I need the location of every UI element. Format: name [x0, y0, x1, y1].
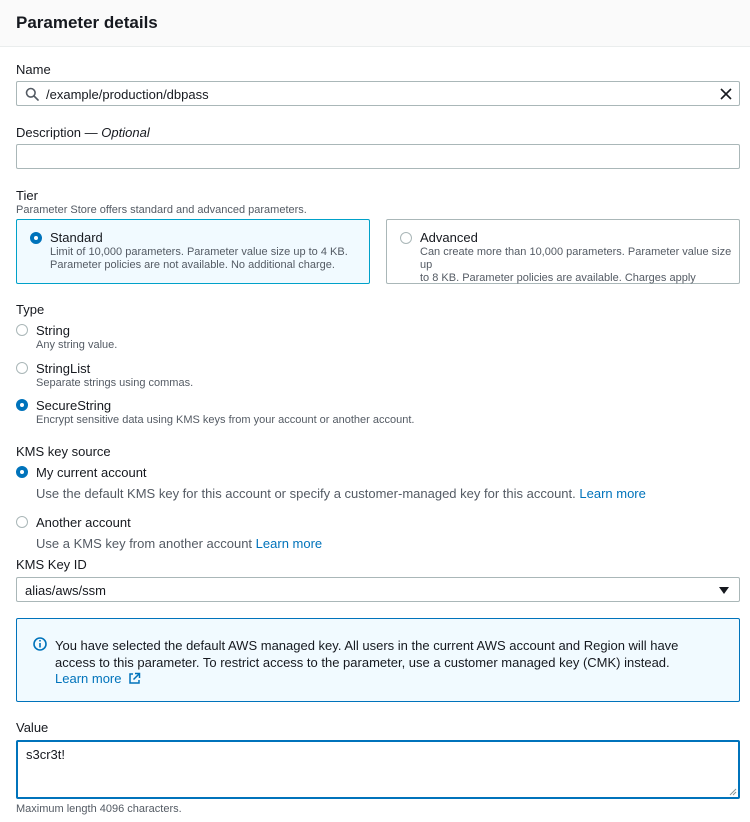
kms-key-id-label: KMS Key ID — [16, 557, 87, 572]
search-icon — [25, 87, 39, 101]
panel-header — [0, 0, 750, 47]
kms-current-account-radio[interactable] — [16, 466, 28, 478]
kms-source-label: KMS key source — [16, 444, 111, 459]
description-input[interactable] — [16, 144, 740, 169]
info-icon — [33, 637, 47, 651]
tier-standard-desc — [50, 246, 348, 272]
kms-current-account-learn-more-link[interactable]: Learn more — [579, 486, 646, 501]
value-label: Value — [16, 720, 49, 735]
kms-another-account-radio[interactable] — [16, 516, 28, 528]
optional-tag: Optional — [101, 125, 150, 140]
description-label-text: Description — [16, 125, 82, 140]
tier-standard-title: Standard — [50, 230, 103, 245]
kms-current-account-desc-text: Use the default KMS key for this account or specify a customer-managed key for this account. — [36, 486, 576, 501]
info-learn-more-text: Learn more — [55, 671, 122, 686]
description-label — [16, 125, 150, 140]
kms-key-id-select[interactable] — [16, 577, 740, 602]
external-link-icon — [128, 672, 141, 685]
tier-advanced-desc-line1: Can create more than 10,000 parameters. Parameter value size up — [420, 246, 732, 271]
type-securestring-label[interactable]: SecureString — [36, 398, 112, 413]
name-value: /example/production/dbpass — [46, 87, 209, 102]
tier-advanced-radio[interactable] — [400, 232, 412, 244]
page-title: Parameter details — [16, 13, 158, 32]
tier-standard-desc-line1: Limit of 10,000 parameters. Parameter value size up to 4 KB. — [50, 246, 348, 258]
info-learn-more-link[interactable] — [55, 671, 141, 686]
type-string-desc: Any string value. — [36, 339, 118, 351]
type-string-radio[interactable] — [16, 324, 28, 336]
type-string-label[interactable]: String — [36, 323, 70, 338]
tier-advanced-title: Advanced — [420, 230, 478, 245]
kms-another-account-desc-text: Use a KMS key from another account — [36, 536, 253, 551]
tier-label: Tier — [16, 188, 38, 203]
close-icon[interactable] — [720, 88, 732, 100]
value-text: s3cr3t! — [26, 747, 66, 762]
name-input[interactable] — [16, 81, 740, 106]
value-hint: Maximum length 4096 characters. — [16, 803, 182, 815]
tier-advanced-desc — [420, 246, 739, 285]
tier-advanced-card[interactable] — [386, 219, 740, 284]
tier-hint: Parameter Store offers standard and advanced parameters. — [16, 204, 307, 216]
info-message: You have selected the default AWS managed key. All users in the current AWS account and Region will have access to this parameter. To restrict access to the parameter, use a customer managed key (CMK) instead. — [55, 638, 679, 670]
type-label: Type — [16, 302, 45, 317]
kms-another-account-desc — [36, 536, 322, 551]
caret-down-icon[interactable] — [718, 586, 730, 595]
tier-standard-radio[interactable] — [30, 232, 42, 244]
kms-current-account-label[interactable]: My current account — [36, 465, 147, 480]
name-label: Name — [16, 62, 51, 77]
resize-handle-icon[interactable] — [729, 788, 737, 796]
type-stringlist-label[interactable]: StringList — [36, 361, 91, 376]
tier-standard-desc-line2: Parameter policies are not available. No additional charge. — [50, 259, 335, 271]
tier-standard-card[interactable] — [16, 219, 370, 284]
type-stringlist-radio[interactable] — [16, 362, 28, 374]
type-securestring-desc: Encrypt sensitive data using KMS keys from your account or another account. — [36, 414, 415, 426]
description-separator: — — [84, 125, 98, 140]
value-textarea[interactable] — [16, 740, 740, 799]
kms-another-account-label[interactable]: Another account — [36, 515, 131, 530]
kms-current-account-desc — [36, 486, 646, 501]
kms-another-account-learn-more-link[interactable]: Learn more — [255, 536, 323, 551]
kms-key-id-value: alias/aws/ssm — [25, 583, 106, 598]
type-securestring-radio[interactable] — [16, 399, 28, 411]
type-stringlist-desc: Separate strings using commas. — [36, 377, 194, 389]
info-alert — [16, 618, 740, 702]
tier-advanced-desc-line2: to 8 KB. Parameter policies are available. Charges apply — [420, 272, 696, 284]
